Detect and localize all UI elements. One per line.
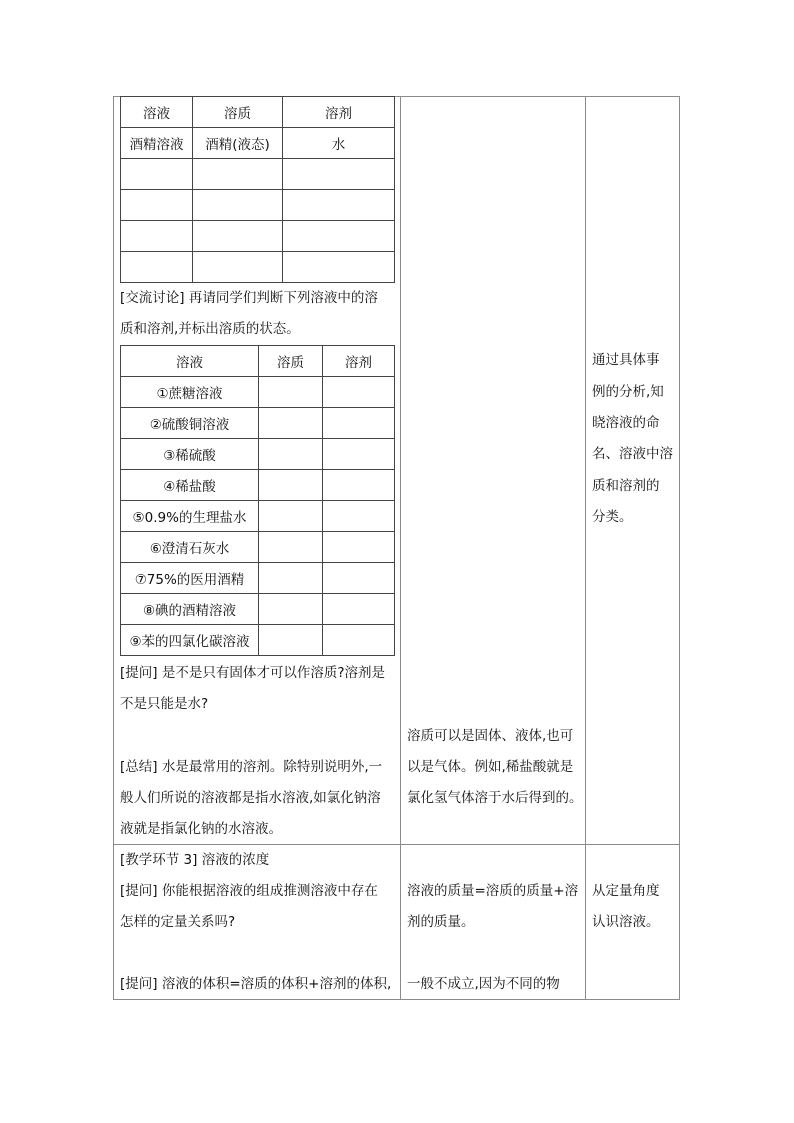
table1-cell[interactable] [283,190,395,221]
table2-solvent-cell[interactable] [323,501,395,532]
table2-solution-name: ⑧碘的酒精溶液 [121,594,259,625]
table2-header-solute: 溶质 [259,346,323,377]
answer-1-line-2: 以是气体。例如,稀盐酸就是 [407,759,574,775]
table2-solute-cell[interactable] [259,501,323,532]
column-divider-2 [585,96,586,1000]
summary-line-3: 液就是指氯化钠的水溶液。 [120,821,282,837]
table2-solute-cell[interactable] [259,594,323,625]
section-3-question-1-line-2: 怎样的定量关系吗? [120,914,236,930]
table1-cell[interactable] [283,221,395,252]
table2-solute-cell[interactable] [259,563,323,594]
section-3-answer-1-line-1: 溶液的质量=溶质的质量+溶 [407,883,579,899]
table1-cell[interactable] [121,221,193,252]
answer-1-line-1: 溶质可以是固体、液体,也可 [407,728,574,744]
table2-solvent-cell[interactable] [323,377,395,408]
table1-header-solute: 溶质 [193,97,283,128]
table2-solvent-cell[interactable] [323,532,395,563]
table2-solute-cell[interactable] [259,625,323,656]
discussion-line-2: 质和溶剂,并标出溶质的状态。 [120,321,300,337]
table1-cell[interactable] [121,159,193,190]
summary-line-2: 般人们所说的溶液都是指水溶液,如氯化钠溶 [120,790,381,806]
table2-header-solution: 溶液 [121,346,259,377]
solution-classification-table [120,345,395,656]
outer-left-border [113,96,114,1000]
table2-solution-name: ①蔗糖溶液 [121,377,259,408]
table1-cell: 酒精(液态) [193,128,283,159]
table2-solute-cell[interactable] [259,532,323,563]
answer-1-line-3: 氯化氢气体溶于水后得到的。 [407,790,583,806]
table1-cell[interactable] [121,252,193,283]
section-3-question-1-line-1: [提问] 你能根据溶液的组成推测溶液中存在 [120,883,378,899]
table2-solution-name: ④稀盐酸 [121,470,259,501]
table1-cell[interactable] [193,190,283,221]
table1-header-solution: 溶液 [121,97,193,128]
purpose-line: 例的分析,知 [592,384,664,400]
purpose-line: 通过具体事 [592,352,660,368]
column-divider-1 [400,96,401,1000]
section-3-answer-1-line-2: 剂的质量。 [407,914,475,930]
table2-solution-name: ⑨苯的四氯化碳溶液 [121,625,259,656]
table2-solvent-cell[interactable] [323,408,395,439]
solution-example-table [120,96,395,283]
section-3-answer-2: 一般不成立,因为不同的物 [407,976,560,992]
table2-solution-name: ⑦75%的医用酒精 [121,563,259,594]
summary-line-1: [总结] 水是最常用的溶剂。除特别说明外,一 [120,759,383,775]
table2-solvent-cell[interactable] [323,470,395,501]
purpose-line: 晓溶液的命 [592,415,660,431]
section-3-question-2: [提问] 溶液的体积=溶质的体积+溶剂的体积, [120,976,392,992]
table1-cell[interactable] [121,190,193,221]
section-3-title: [教学环节 3] 溶液的浓度 [120,852,270,868]
table2-solute-cell[interactable] [259,439,323,470]
table2-header-solvent: 溶剂 [323,346,395,377]
table2-solute-cell[interactable] [259,408,323,439]
table2-solute-cell[interactable] [259,470,323,501]
table1-cell[interactable] [283,252,395,283]
table1-cell[interactable] [193,252,283,283]
table2-solution-name: ③稀硫酸 [121,439,259,470]
outer-right-border [679,96,680,1000]
purpose-line: 质和溶剂的 [592,478,660,494]
table2-solute-cell[interactable] [259,377,323,408]
table1-cell[interactable] [193,221,283,252]
discussion-line-1: [交流讨论] 再请同学们判断下列溶液中的溶 [120,290,378,306]
section-3-purpose-line-1: 从定量角度 [592,883,660,899]
purpose-line: 分类。 [592,509,633,525]
table2-solution-name: ⑥澄清石灰水 [121,532,259,563]
table1-cell: 酒精溶液 [121,128,193,159]
table2-solvent-cell[interactable] [323,563,395,594]
table1-cell: 水 [283,128,395,159]
table2-solution-name: ⑤0.9%的生理盐水 [121,501,259,532]
question-1-line-1: [提问] 是不是只有固体才可以作溶质?溶剂是 [120,665,385,681]
table2-solvent-cell[interactable] [323,594,395,625]
table2-solvent-cell[interactable] [323,439,395,470]
table1-header-solvent: 溶剂 [283,97,395,128]
table1-cell[interactable] [283,159,395,190]
purpose-line: 名、溶液中溶 [592,446,673,462]
table1-cell[interactable] [193,159,283,190]
table2-solution-name: ②硫酸铜溶液 [121,408,259,439]
question-1-line-2: 不是只能是水? [120,696,209,712]
table2-solvent-cell[interactable] [323,625,395,656]
section-3-purpose-line-2: 认识溶液。 [592,914,660,930]
